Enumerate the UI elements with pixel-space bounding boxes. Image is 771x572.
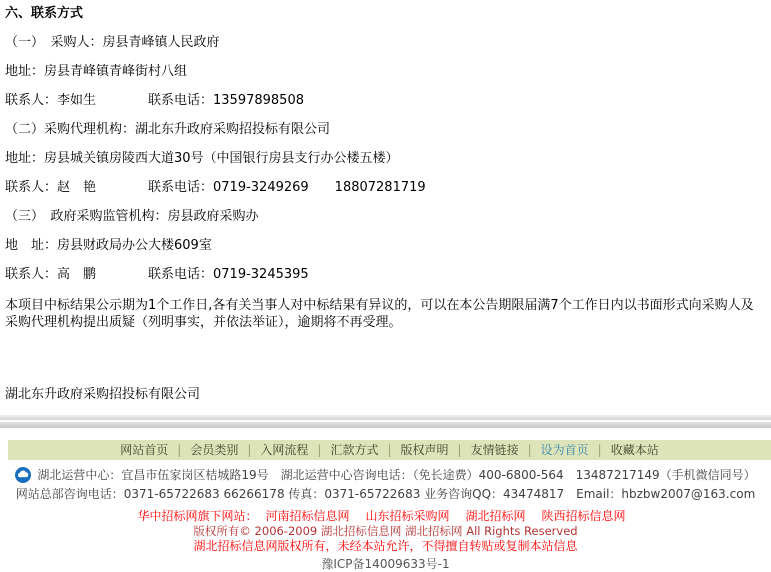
footer-contact-line1 [0, 467, 771, 483]
nav-item-join-process[interactable]: 入网流程 [260, 443, 309, 457]
nav-item-payment-method[interactable]: 汇款方式 [330, 443, 379, 457]
sister-site-hubei[interactable]: 湖北招标网 [465, 509, 526, 523]
nav-item-friend-links[interactable]: 友情链接 [470, 443, 519, 457]
nav-separator: | [597, 443, 602, 457]
nav-item-copyright-statement[interactable]: 版权声明 [400, 443, 449, 457]
nav-item-home[interactable]: 网站首页 [120, 443, 169, 457]
objection-notice: 本项目中标结果公示期为1个工作日,各有关当事人对中标结果有异议的，可以在本公告期限届满7个工作日内以书面形式向采购人及采购代理机构提出质疑（列明事实，并依法举证），逾期将不再受理。 [5, 298, 754, 330]
sister-site-shandong[interactable]: 山东招标采购网 [365, 509, 450, 523]
divider-bar-top [0, 415, 771, 420]
nav-separator: | [177, 443, 182, 457]
section-title: 六、联系方式 [5, 6, 84, 21]
copyright-line: 版权所有© 2006-2009 湖北招标信息网 湖北招标网 All Rights Reserved [193, 524, 578, 538]
regulator-heading: （三） 政府采购监管机构：房县政府采购办 [5, 209, 259, 224]
regional-center-info: 湖北运营中心：宜昌市伍家岗区桔城路19号 湖北运营中心咨询电话：（免长途费）400-6800-564 13487217149（手机微信同号） [37, 468, 756, 482]
nav-item-member-category[interactable]: 会员类别 [190, 443, 239, 457]
nav-item-set-homepage[interactable]: 设为首页 [540, 443, 589, 457]
customer-service-icon [15, 467, 31, 483]
site-footer [0, 467, 771, 572]
rights-notice-line: 湖北招标信息网版权所有，未经本站允许，不得擅自转贴或复制本站信息 [193, 539, 578, 553]
divider-bar-bottom [0, 422, 771, 428]
purchaser-contact: 联系人：李如生 联系电话：13597898508 [5, 93, 304, 108]
nav-separator: | [527, 443, 532, 457]
purchaser-address: 地址：房县青峰镇青峰街村八组 [5, 64, 188, 79]
nav-separator: | [387, 443, 392, 457]
nav-item-bookmark-site[interactable]: 收藏本站 [610, 443, 659, 457]
sister-sites-label: 华中招标网旗下网站： [137, 509, 258, 523]
sister-site-shaanxi[interactable]: 陕西招标信息网 [541, 509, 626, 523]
regulator-contact: 联系人：高 鹏 联系电话：0719-3245395 [5, 267, 309, 282]
nav-separator: | [457, 443, 462, 457]
sister-site-henan[interactable]: 河南招标信息网 [265, 509, 350, 523]
footer-contact-line2: 网站总部咨询电话：0371-65722683 66266178 传真：0371-65722683 业务咨询QQ：43474817 Email：hbzbw2007@163.com [15, 487, 756, 501]
company-signature: 湖北东升政府采购招投标有限公司 [5, 387, 201, 402]
icp-number: 豫ICP备14009633号-1 [321, 557, 450, 571]
agency-heading: （二）采购代理机构：湖北东升政府采购招投标有限公司 [5, 122, 331, 137]
footer-navbar [8, 440, 771, 460]
agency-contact: 联系人：赵 艳 联系电话：0719-3249269 18807281719 [5, 180, 426, 195]
agency-address: 地址：房县城关镇房陵西大道30号（中国银行房县支行办公楼五楼） [5, 151, 399, 166]
footer-divider [0, 415, 771, 428]
nav-separator: | [247, 443, 252, 457]
regulator-address: 地 址：房县财政局办公大楼609室 [5, 238, 212, 253]
purchaser-heading: （一） 采购人：房县青峰镇人民政府 [5, 35, 220, 50]
sister-sites-row [0, 509, 771, 524]
nav-separator: | [317, 443, 322, 457]
